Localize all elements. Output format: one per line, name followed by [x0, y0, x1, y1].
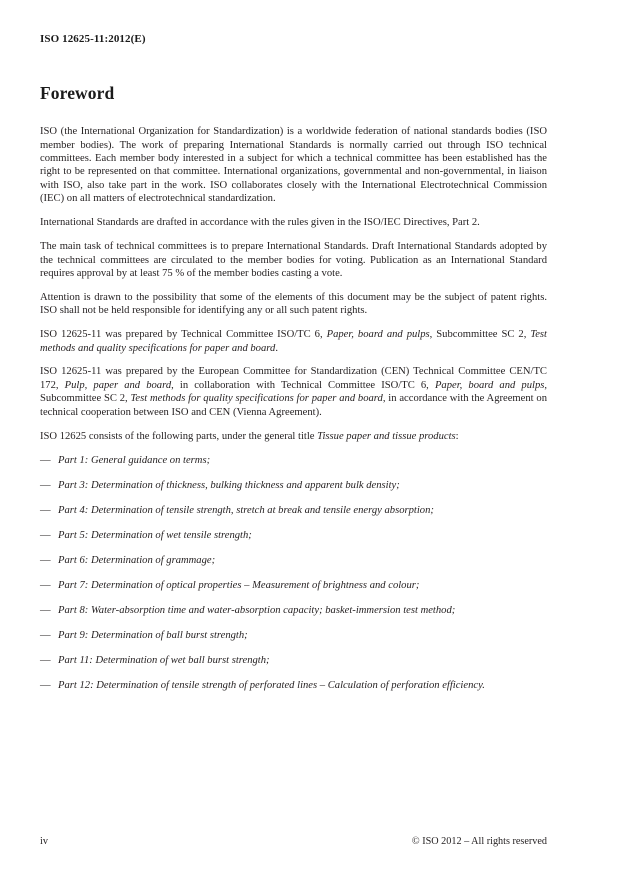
list-item: [40, 554, 547, 567]
list-item-label: Part 12: Determination of tensile strength of perforated lines – Calculation of perforation efficiency.: [58, 679, 485, 691]
cen-title-tc172: Pulp, paper and board: [64, 379, 172, 391]
page-number: iv: [40, 836, 48, 847]
cen-text-end: , in accordance with the Agreement on technical cooperation between ISO and CEN (Vienna Agreement).: [40, 393, 548, 418]
committee-text-mid: , Subcommittee SC 2,: [429, 329, 531, 341]
em-dash-bullet-icon: —: [40, 654, 51, 666]
list-item: [40, 679, 547, 692]
paragraph-main-task: The main task of technical committees is to prepare International Standards. Draft International Standards adopted by the technical committees are circulated to the member bodies for voting. Publication as an International Standard requires approval by at least 75 % of the member bodies casting a vote.: [40, 241, 547, 279]
list-item: [40, 654, 547, 667]
copyright-notice: © ISO 2012 – All rights reserved: [411, 836, 547, 847]
committee-title-iso-tc6: Paper, board and pulps: [326, 329, 430, 341]
list-item-label: Part 3: Determination of thickness, bulking thickness and apparent bulk density;: [58, 479, 400, 491]
em-dash-bullet-icon: —: [40, 679, 51, 691]
paragraph-patent-rights: Attention is drawn to the possibility that some of the elements of this document may be the subject of patent rights. ISO shall not be held responsible for identifying any or all such patent rights.: [40, 291, 547, 317]
subcommittee-title-sc2: Test methods and quality specifications for paper and board: [40, 329, 547, 354]
list-item: [40, 604, 547, 617]
paragraph-iso-definition: ISO (the International Organization for Standardization) is a worldwide federation of national standards bodies (ISO member bodies). The work of preparing International Standards is normally carried out through ISO technical committees. Each member body interested in a subject for which a technical committee has been established has the right to be represented on that committee. International organizations, governmental and non-governmental, in liaison with ISO, also take part in the work. ISO collaborates closely with the International Electrotechnical Commission (IEC) on all matters of electrotechnical standardization.: [40, 126, 547, 205]
list-item-label: Part 9: Determination of ball burst strength;: [58, 629, 248, 641]
cen-subcommittee-title-sc2: Test methods for quality specifications for paper and board: [130, 393, 383, 405]
paragraph-parts-intro: [40, 430, 547, 443]
list-item: [40, 529, 547, 542]
page-footer: [40, 836, 547, 847]
list-item-label: Part 7: Determination of optical properties – Measurement of brightness and colour;: [58, 579, 420, 591]
list-item-label: Part 8: Water-absorption time and water-absorption capacity; basket-immersion test method;: [58, 604, 456, 616]
running-head: ISO 12625-11:2012(E): [40, 33, 146, 45]
cen-title-iso-tc6: Paper, board and pulps: [434, 379, 545, 391]
page-title: Foreword: [40, 83, 115, 103]
page-content: [40, 84, 547, 704]
em-dash-bullet-icon: —: [40, 479, 51, 491]
paragraph-directives: International Standards are drafted in accordance with the rules given in the ISO/IEC Directives, Part 2.: [40, 217, 480, 229]
list-item-label: Part 5: Determination of wet tensile strength;: [58, 529, 252, 541]
committee-text-end: .: [275, 342, 278, 354]
paragraph-cen-committee: [40, 365, 547, 419]
em-dash-bullet-icon: —: [40, 504, 51, 516]
em-dash-bullet-icon: —: [40, 604, 51, 616]
list-item: [40, 454, 547, 467]
list-item: [40, 479, 547, 492]
cen-text-mid-1: , in collaboration with Technical Committee ISO/TC 6,: [171, 379, 435, 391]
em-dash-bullet-icon: —: [40, 454, 51, 466]
cen-text-mid-2: , Subcommittee SC 2,: [40, 379, 548, 405]
em-dash-bullet-icon: —: [40, 554, 51, 566]
list-item-label: Part 4: Determination of tensile strength, stretch at break and tensile energy absorption;: [58, 504, 434, 516]
em-dash-bullet-icon: —: [40, 529, 51, 541]
list-item-label: Part 6: Determination of grammage;: [58, 554, 216, 566]
cen-text-lead: ISO 12625-11 was prepared by the European Committee for Standardization (CEN) Technical Committee CEN/TC 172,: [40, 366, 547, 391]
committee-text-lead: ISO 12625-11 was prepared by Technical Committee ISO/TC 6,: [40, 329, 327, 341]
parts-intro-lead: ISO 12625 consists of the following parts, under the general title: [40, 431, 318, 443]
list-item: [40, 579, 547, 592]
list-item-label: Part 11: Determination of wet ball burst strength;: [58, 654, 270, 666]
em-dash-bullet-icon: —: [40, 579, 51, 591]
list-item-label: Part 1: General guidance on terms;: [58, 454, 211, 466]
em-dash-bullet-icon: —: [40, 629, 51, 641]
paragraph-iso-committee: [40, 328, 547, 355]
general-title: Tissue paper and tissue products: [317, 431, 456, 443]
list-item: [40, 504, 547, 517]
list-item: [40, 629, 547, 642]
parts-intro-end: :: [455, 431, 459, 443]
parts-list: [40, 454, 547, 692]
